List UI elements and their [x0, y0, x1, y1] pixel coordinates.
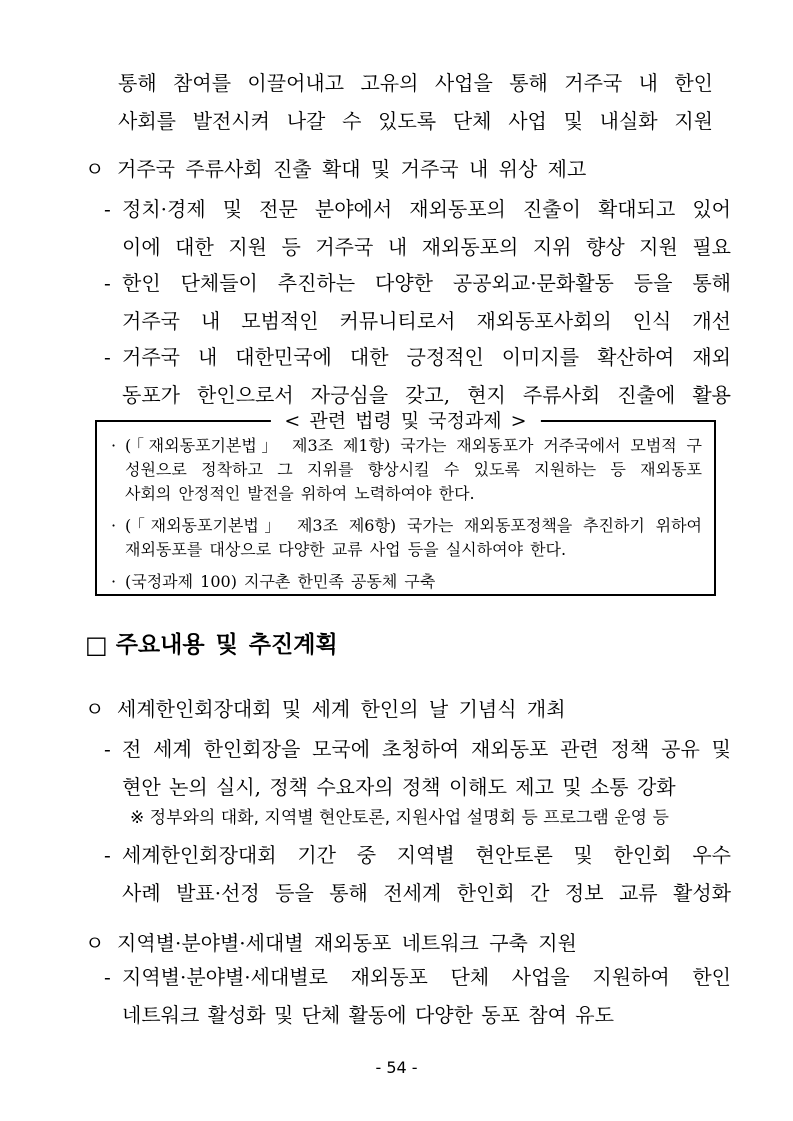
bullet-heading: 세계한인회장대회 및 세계 한인의 날 기념식 개최: [117, 697, 566, 721]
circle-bullet-marker: ㅇ: [85, 697, 105, 721]
bullet-heading: 지역별·분야별·세대별 재외동포 네트워크 구축 지원: [117, 931, 577, 955]
intro-paragraph: [118, 64, 713, 140]
section-heading-text: 주요내용 및 추진계획: [115, 632, 338, 658]
dot-bullet-marker: ·: [111, 436, 117, 455]
bullet-item-topic2: [85, 924, 745, 962]
sub-item-line: 거주국 내 대한민국에 대한 긍정적인 이미지를 확산하여 재외: [122, 345, 731, 369]
bullet-item-topic1: [85, 690, 745, 728]
sub-item-line: 한인 단체들이 추진하는 다양한 공공외교·문화활동 등을 통해: [122, 271, 731, 295]
reference-note: ※ 정부와의 대화, 지역별 현안토론, 지원사업 설명회 등 프로그램 운영 등: [130, 808, 669, 828]
sub-item-line: 지역별·분야별·세대별로 재외동포 단체 사업을 지원하여 한인: [122, 965, 731, 989]
law-box-item: [111, 434, 702, 506]
page-number: - 54 -: [375, 1058, 418, 1077]
sub-item-line: 현안 논의 실시, 정책 수요자의 정책 이해도 제고 및 소통 강화: [122, 775, 676, 799]
dash-marker: -: [104, 737, 111, 761]
dash-marker: -: [104, 965, 111, 989]
sub-item: [104, 338, 731, 414]
square-bullet-icon: □: [85, 631, 108, 659]
law-item-line: 성원으로 정착하고 그 지위를 향상시킬 수 있도록 지원하는 등 재외동포: [125, 460, 702, 479]
sub-item-line: 이에 대한 지원 등 거주국 내 재외동포의 지위 향상 지원 필요: [122, 235, 731, 259]
paragraph-line: 사회를 발전시켜 나갈 수 있도록 단체 사업 및 내실화 지원: [118, 109, 713, 133]
bullet-item-status: [85, 150, 745, 188]
law-box-item: [111, 514, 702, 562]
bullet-heading: 거주국 주류사회 진출 확대 및 거주국 내 위상 제고: [117, 157, 587, 181]
sub-item-line: 세계한인회장대회 기간 중 지역별 현안토론 및 한인회 우수: [122, 843, 731, 867]
dash-marker: -: [104, 271, 111, 295]
circle-bullet-marker: ㅇ: [85, 157, 105, 181]
dot-bullet-marker: ·: [111, 516, 117, 535]
sub-item: [104, 730, 731, 806]
sub-item: [104, 264, 731, 340]
sub-item: [104, 958, 731, 1034]
dot-bullet-marker: ·: [111, 572, 117, 591]
sub-item: [104, 836, 731, 912]
law-box-title: < 관련 법령 및 국정과제 >: [270, 410, 540, 432]
sub-item-line: 거주국 내 모범적인 커뮤니티로서 재외동포사회의 인식 개선: [122, 309, 731, 333]
law-item-line: (「재외동포기본법」 제3조 제6항) 국가는 재외동포정책을 추진하기 위하여: [125, 516, 702, 535]
law-item-line: 재외동포를 대상으로 다양한 교류 사업 등을 실시하여야 한다.: [125, 540, 567, 559]
section-heading: [85, 628, 338, 662]
dash-marker: -: [104, 843, 111, 867]
law-box-items: [97, 422, 714, 594]
law-item-line: (「재외동포기본법」 제3조 제1항) 국가는 재외동포가 거주국에서 모범적 구: [125, 436, 702, 455]
circle-bullet-marker: ㅇ: [85, 931, 105, 955]
dash-marker: -: [104, 197, 111, 221]
law-item-line: (국정과제 100) 지구촌 한민족 공동체 구축: [125, 572, 436, 591]
law-box-item: [111, 570, 702, 594]
sub-item-line: 네트워크 활성화 및 단체 활동에 다양한 동포 참여 유도: [122, 1003, 614, 1027]
paragraph-line: 통해 참여를 이끌어내고 고유의 사업을 통해 거주국 내 한인: [118, 71, 713, 95]
sub-item-line: 정치·경제 및 전문 분야에서 재외동포의 진출이 확대되고 있어: [122, 197, 731, 221]
law-reference-box: [95, 409, 716, 596]
sub-item-line: 동포가 한인으로서 자긍심을 갖고, 현지 주류사회 진출에 활용: [122, 383, 731, 407]
sub-item-line: 사례 발표·선정 등을 통해 전세계 한인회 간 정보 교류 활성화: [122, 881, 731, 905]
law-item-line: 사회의 안정적인 발전을 위하여 노력하여야 한다.: [125, 484, 475, 503]
sub-item: [104, 190, 731, 266]
sub-item-line: 전 세계 한인회장을 모국에 초청하여 재외동포 관련 정책 공유 및: [122, 737, 731, 761]
dash-marker: -: [104, 345, 111, 369]
